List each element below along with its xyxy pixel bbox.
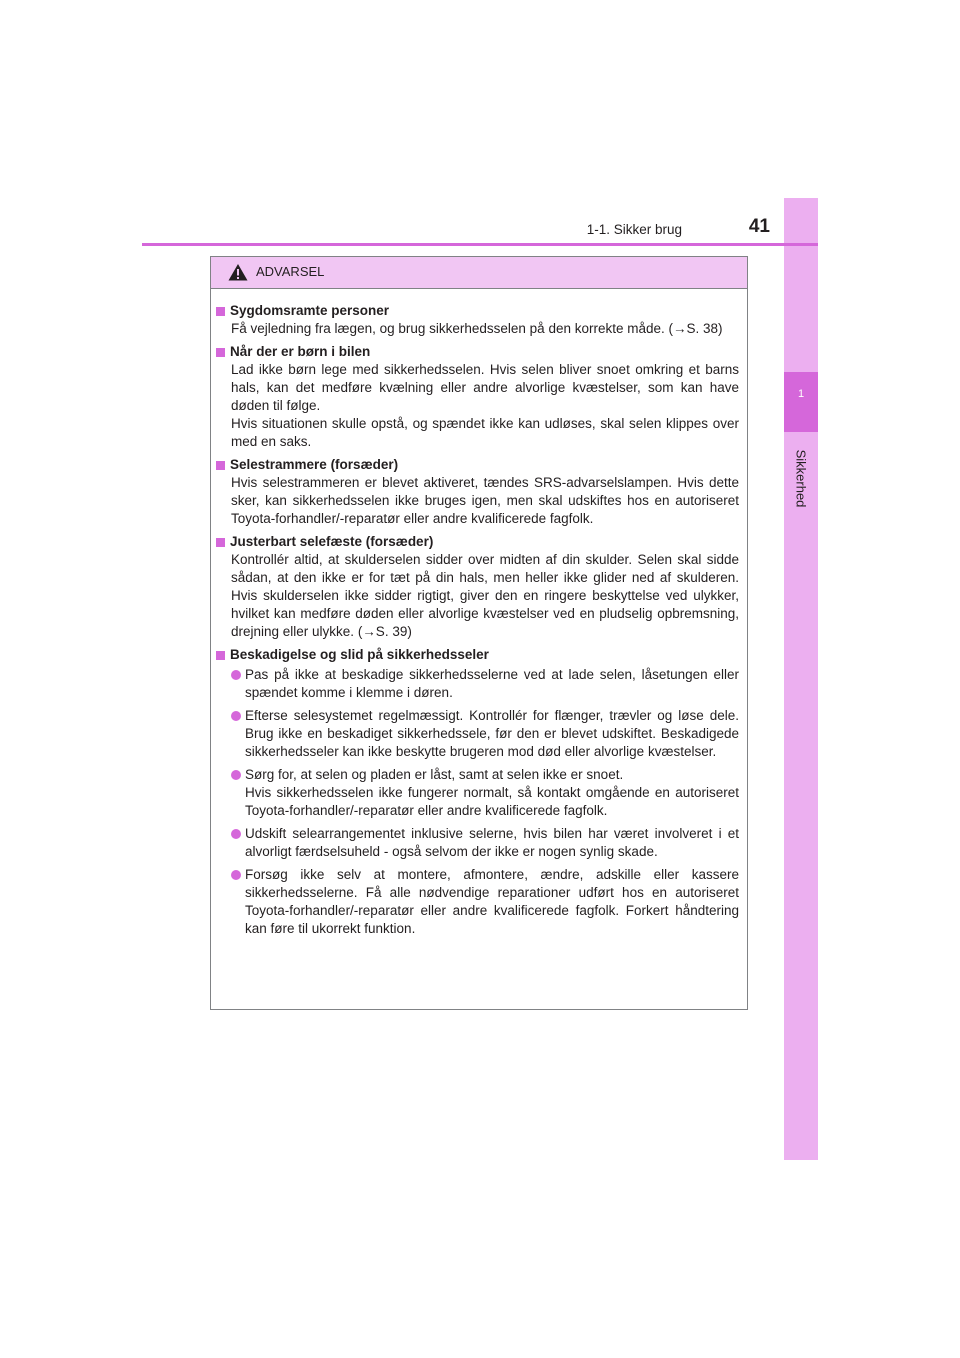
warning-title: ADVARSEL [256,264,325,279]
warning-section [216,343,739,451]
round-bullet-icon [231,770,241,780]
list-item-text [245,766,739,820]
list-item [231,766,739,820]
warning-section [216,302,739,338]
square-bullet-icon [216,348,225,357]
section-heading [216,343,739,361]
list-item [231,825,739,861]
square-bullet-icon [216,461,225,470]
section-title: 1-1. Sikker brug [586,222,682,237]
section-heading-text: Selestrammere (forsæder) [230,457,399,472]
square-bullet-icon [216,307,225,316]
warning-triangle-icon [228,263,248,281]
warning-box [210,256,748,1010]
chapter-number: 1 [797,388,805,400]
list-item [231,666,739,702]
section-paragraph: Kontrollér altid, at skulderselen sidder over midten af din skulder. Selen skal sidde sådan, at den ikke er for tæt på din hals, men heller ikke glider ned af skulderen. Hvis skulderselen ikke sidder rigtigt, giver den en ringere beskyttelse ved ulykker, hvilket kan medføre døden eller alvorlige kvæstelser ved en pludselig opbremsning, drejning eller ulykke. (→S. 39) [231,552,739,639]
chapter-title: Sikkerhed [793,449,809,507]
section-heading [216,456,739,474]
list-item [231,707,739,761]
list-item-text: Forsøg ikke selv at montere, afmontere, ændre, adskille eller kassere sikkerhedsselerne. Få alle nødvendige reparationer udført hos en autoriseret Toyota-forhandler/-reparatør eller andre kvalificerede fagfolk. Forkert håndtering kan føre til ukorrekt funktion. [245,867,739,936]
list-item-line: Sørg for, at selen og pladen er låst, samt at selen ikke er snoet. [245,767,624,782]
square-bullet-icon [216,538,225,547]
section-heading-text: Beskadigelse og slid på sikkerhedsseler [230,647,489,662]
section-heading [216,302,739,320]
round-bullet-icon [231,711,241,721]
warning-body [211,289,747,938]
round-bullet-icon [231,870,241,880]
round-bullet-icon [231,829,241,839]
section-heading-text: Sygdomsramte personer [230,303,390,318]
side-tab [784,198,818,1160]
section-heading [216,646,739,664]
warning-section [216,533,739,641]
warning-header [211,257,747,289]
list-item [231,866,739,938]
section-paragraph: Lad ikke børn lege med sikkerhedsselen. Hvis selen bliver snoet omkring et barns hals, kan det medføre kvælning eller andre alvorlige kvæstelser, som kan have døden til følge. [231,362,739,413]
warning-section [216,646,739,938]
header-divider [142,243,818,246]
list-item-text: Udskift selearrangementet inklusive selerne, hvis bilen har været involveret i et alvorligt færdselsuheld - også selvom der ikke er nogen synlig skade. [245,826,739,859]
round-bullet-icon [231,670,241,680]
section-heading [216,533,739,551]
section-paragraph: Hvis selestrammeren er blevet aktiveret, tændes SRS-advarselslampen. Hvis dette sker, kan sikkerhedsselen ikke bruges igen, men skal udskiftes hos en autoriseret Toyota-forhandler/-reparatør eller andre kvalificerede fagfolk. [231,475,739,526]
list-item-text: Pas på ikke at beskadige sikkerhedsselerne ved at lade selen, låsetungen eller spændet komme i klemme i døren. [245,667,739,700]
page-number: 41 [748,216,770,237]
section-heading-text: Justerbart selefæste (forsæder) [230,534,434,549]
section-heading-text: Når der er børn i bilen [230,344,371,359]
list-item-text: Efterse selesystemet regelmæssigt. Kontrollér for flænger, trævler og løse dele. Brug ikke en beskadiget sikkerhedssele, før den er blevet udskiftet. Beskadigede sikkerhedsseler kan ikke beskytte brugeren mod død eller alvorlige kvæstelser. [245,708,739,759]
side-tab-active-marker [784,372,818,432]
chapter-title-container [786,438,816,518]
section-paragraph: Hvis situationen skulle opstå, og spændet ikke kan udløses, skal selen klippes over med en saks. [231,416,739,449]
section-paragraph: Få vejledning fra lægen, og brug sikkerhedsselen på den korrekte måde. (→S. 38) [231,321,723,336]
warning-section [216,456,739,528]
square-bullet-icon [216,651,225,660]
list-item-line: Hvis sikkerhedsselen ikke fungerer normalt, så kontakt omgående en autoriseret Toyota-forhandler/-reparatør eller andre kvalificerede fagfolk. [245,785,739,818]
